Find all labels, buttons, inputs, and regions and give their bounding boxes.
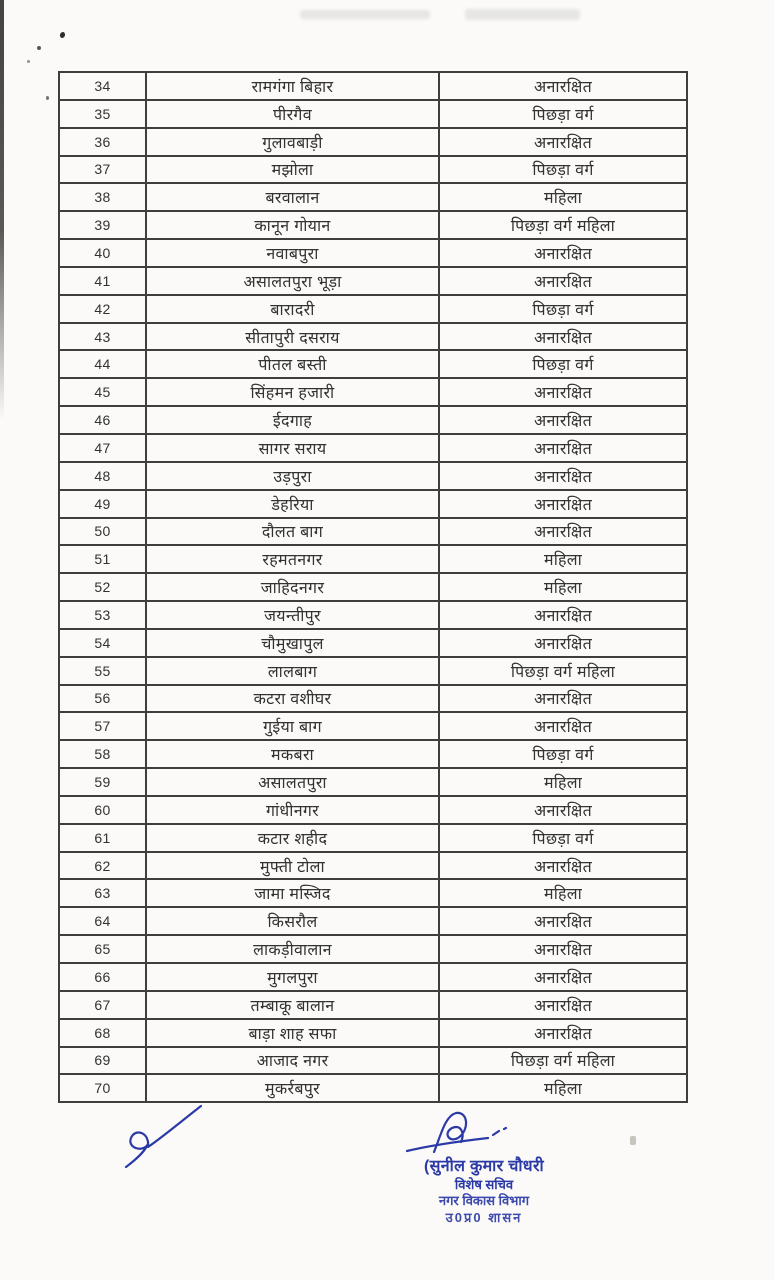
ward-number-cell: 50: [60, 519, 147, 545]
ward-number-cell: 35: [60, 101, 147, 127]
ward-name-cell: जयन्तीपुर: [147, 602, 440, 628]
table-row: [60, 853, 686, 881]
ward-category-cell: अनारक्षित: [533, 440, 593, 458]
table-row: [60, 686, 686, 714]
table-row: [60, 268, 686, 296]
table-row: [60, 574, 686, 602]
ward-name-cell: डेहरिया: [147, 491, 440, 517]
ward-category-cell: अनारक्षित: [533, 914, 593, 932]
scan-speck: [46, 96, 49, 100]
ward-number-cell: 38: [60, 184, 147, 210]
ward-category-cell: पिछड़ा वर्ग: [532, 162, 594, 180]
ward-name-cell: उड़पुरा: [147, 463, 440, 489]
ward-name-cell: जाहिदनगर: [147, 574, 440, 600]
ward-name-cell: रामगंगा बिहार: [147, 73, 440, 99]
ward-name-cell: रहमतनगर: [147, 546, 440, 572]
ward-category-cell: महिला: [543, 1081, 583, 1099]
ward-number-cell: 45: [60, 379, 147, 405]
signature-right-ink: [407, 1113, 506, 1152]
ward-category-cell: अनारक्षित: [533, 245, 593, 263]
ward-category-cell: पिछड़ा वर्ग महिला: [510, 663, 616, 681]
table-row: [60, 435, 686, 463]
ward-name-cell: मुगलपुरा: [147, 964, 440, 990]
ward-category-cell: महिला: [543, 580, 583, 598]
table-row: [60, 797, 686, 825]
ward-name-cell: गुलावबाड़ी: [147, 129, 440, 155]
scan-speck: [37, 46, 41, 50]
table-row: [60, 463, 686, 491]
ward-category-cell: अनारक्षित: [533, 413, 593, 431]
ward-number-cell: 34: [60, 73, 147, 99]
table-row: [60, 379, 686, 407]
ward-category-cell: अनारक्षित: [533, 635, 593, 653]
table-row: [60, 825, 686, 853]
table-row: [60, 630, 686, 658]
ward-name-cell: चौमुखापुल: [147, 630, 440, 656]
ward-category-cell: अनारक्षित: [533, 468, 593, 486]
ward-number-cell: 61: [60, 825, 147, 851]
ward-name-cell: कटार शहीद: [147, 825, 440, 851]
ward-number-cell: 43: [60, 324, 147, 350]
table-row: [60, 1048, 686, 1076]
ward-category-cell: अनारक्षित: [533, 607, 593, 625]
ward-number-cell: 65: [60, 936, 147, 962]
ward-number-cell: 66: [60, 964, 147, 990]
ward-name-cell: दौलत बाग: [147, 519, 440, 545]
table-row: [60, 101, 686, 129]
ward-number-cell: 47: [60, 435, 147, 461]
ward-number-cell: 49: [60, 491, 147, 517]
ward-category-cell: अनारक्षित: [533, 691, 593, 709]
table-row: [60, 741, 686, 769]
ward-number-cell: 68: [60, 1020, 147, 1046]
ward-number-cell: 57: [60, 713, 147, 739]
table-row: [60, 1020, 686, 1048]
ward-category-cell: अनारक्षित: [533, 524, 593, 542]
ward-name-cell: मुकर्रबपुर: [147, 1075, 440, 1101]
ward-reservation-table: [58, 71, 688, 1103]
table-row: [60, 157, 686, 185]
table-row: [60, 296, 686, 324]
ward-number-cell: 37: [60, 157, 147, 183]
ward-number-cell: 53: [60, 602, 147, 628]
ward-category-cell: अनारक्षित: [533, 1025, 593, 1043]
ward-number-cell: 52: [60, 574, 147, 600]
ward-category-cell: महिला: [543, 552, 583, 570]
ward-name-cell: सिंहमन हजारी: [147, 379, 440, 405]
ward-number-cell: 55: [60, 658, 147, 684]
ward-number-cell: 39: [60, 212, 147, 238]
ward-number-cell: 60: [60, 797, 147, 823]
ward-name-cell: असालतपुरा: [147, 769, 440, 795]
ward-number-cell: 46: [60, 407, 147, 433]
ward-category-cell: महिला: [543, 886, 583, 904]
ward-number-cell: 58: [60, 741, 147, 767]
ward-number-cell: 67: [60, 992, 147, 1018]
ward-name-cell: पीतल बस्ती: [147, 351, 440, 377]
table-row: [60, 713, 686, 741]
ward-category-cell: अनारक्षित: [533, 78, 593, 96]
table-row: [60, 602, 686, 630]
ward-category-cell: महिला: [543, 775, 583, 793]
stamp-officer-name: (सुनील कुमार चौधरी: [424, 1158, 544, 1175]
ward-category-cell: पिछड़ा वर्ग: [532, 830, 594, 848]
table-row: [60, 964, 686, 992]
ward-category-cell: महिला: [543, 190, 583, 208]
ward-name-cell: बारादरी: [147, 296, 440, 322]
stamp-government: उ0प्र0 शासन: [445, 1210, 523, 1225]
ward-category-cell: पिछड़ा वर्ग: [532, 747, 594, 765]
ward-number-cell: 69: [60, 1048, 147, 1074]
ward-number-cell: 40: [60, 240, 147, 266]
ward-name-cell: जामा मस्जिद: [147, 880, 440, 906]
ward-number-cell: 36: [60, 129, 147, 155]
table-row: [60, 546, 686, 574]
ward-number-cell: 70: [60, 1075, 147, 1101]
table-row: [60, 407, 686, 435]
ward-name-cell: लाकड़ीवालान: [147, 936, 440, 962]
table-row: [60, 240, 686, 268]
ward-number-cell: 59: [60, 769, 147, 795]
ward-name-cell: ईदगाह: [147, 407, 440, 433]
stamp-designation: विशेष सचिव: [454, 1176, 514, 1192]
ward-name-cell: मुफ्ती टोला: [147, 853, 440, 879]
table-row: [60, 908, 686, 936]
ward-category-cell: पिछड़ा वर्ग: [532, 301, 594, 319]
ward-category-cell: अनारक्षित: [533, 496, 593, 514]
ward-category-cell: अनारक्षित: [533, 858, 593, 876]
ward-name-cell: तम्बाकू बालान: [147, 992, 440, 1018]
ward-name-cell: बरवालान: [147, 184, 440, 210]
ward-number-cell: 44: [60, 351, 147, 377]
ward-name-cell: लालबाग: [147, 658, 440, 684]
table-row: [60, 658, 686, 686]
signature-stamp-block: [393, 1158, 575, 1226]
ward-name-cell: कानून गोयान: [147, 212, 440, 238]
ward-name-cell: गांधीनगर: [147, 797, 440, 823]
table-row: [60, 324, 686, 352]
ward-category-cell: अनारक्षित: [533, 273, 593, 291]
table-row: [60, 936, 686, 964]
ward-name-cell: बाड़ा शाह सफा: [147, 1020, 440, 1046]
ward-category-cell: पिछड़ा वर्ग महिला: [510, 1053, 616, 1071]
ward-number-cell: 41: [60, 268, 147, 294]
stamp-department: नगर विकास विभाग: [438, 1193, 530, 1209]
bleed-through-smudge: [465, 9, 580, 20]
ward-number-cell: 54: [60, 630, 147, 656]
table-row: [60, 73, 686, 101]
table-row: [60, 992, 686, 1020]
ward-name-cell: नवाबपुरा: [147, 240, 440, 266]
ward-category-cell: अनारक्षित: [533, 997, 593, 1015]
table-row: [60, 491, 686, 519]
scan-speck: [630, 1136, 636, 1145]
ward-name-cell: कटरा वशीघर: [147, 686, 440, 712]
ward-category-cell: पिछड़ा वर्ग: [532, 106, 594, 124]
ward-number-cell: 63: [60, 880, 147, 906]
ward-category-cell: अनारक्षित: [533, 329, 593, 347]
ward-category-cell: अनारक्षित: [533, 802, 593, 820]
ward-name-cell: सीतापुरी दसराय: [147, 324, 440, 350]
ward-number-cell: 56: [60, 686, 147, 712]
table-row: [60, 351, 686, 379]
scan-edge-artifact: [0, 0, 4, 420]
ward-name-cell: आजाद नगर: [147, 1048, 440, 1074]
ward-category-cell: पिछड़ा वर्ग: [532, 357, 594, 375]
ward-number-cell: 51: [60, 546, 147, 572]
table-row: [60, 519, 686, 547]
table-row: [60, 129, 686, 157]
scan-speck: [27, 60, 30, 63]
table-row: [60, 184, 686, 212]
table-row: [60, 880, 686, 908]
ward-name-cell: सागर सराय: [147, 435, 440, 461]
ward-number-cell: 64: [60, 908, 147, 934]
ward-category-cell: अनारक्षित: [533, 719, 593, 737]
ward-number-cell: 48: [60, 463, 147, 489]
ward-name-cell: मकबरा: [147, 741, 440, 767]
ward-number-cell: 62: [60, 853, 147, 879]
ward-name-cell: किसरौल: [147, 908, 440, 934]
ward-category-cell: पिछड़ा वर्ग महिला: [510, 218, 616, 236]
ward-name-cell: मझोला: [147, 157, 440, 183]
signature-left-ink: [126, 1106, 201, 1167]
scan-speck: [59, 31, 66, 38]
table-row: [60, 212, 686, 240]
table-row: [60, 769, 686, 797]
bleed-through-smudge: [300, 10, 430, 19]
ward-category-cell: अनारक्षित: [533, 385, 593, 403]
ward-category-cell: अनारक्षित: [533, 942, 593, 960]
ward-name-cell: गुईया बाग: [147, 713, 440, 739]
ward-number-cell: 42: [60, 296, 147, 322]
ward-name-cell: पीरगैव: [147, 101, 440, 127]
ward-category-cell: अनारक्षित: [533, 134, 593, 152]
ward-category-cell: अनारक्षित: [533, 969, 593, 987]
table-row: [60, 1075, 686, 1101]
ward-name-cell: असालतपुरा भूड़ा: [147, 268, 440, 294]
